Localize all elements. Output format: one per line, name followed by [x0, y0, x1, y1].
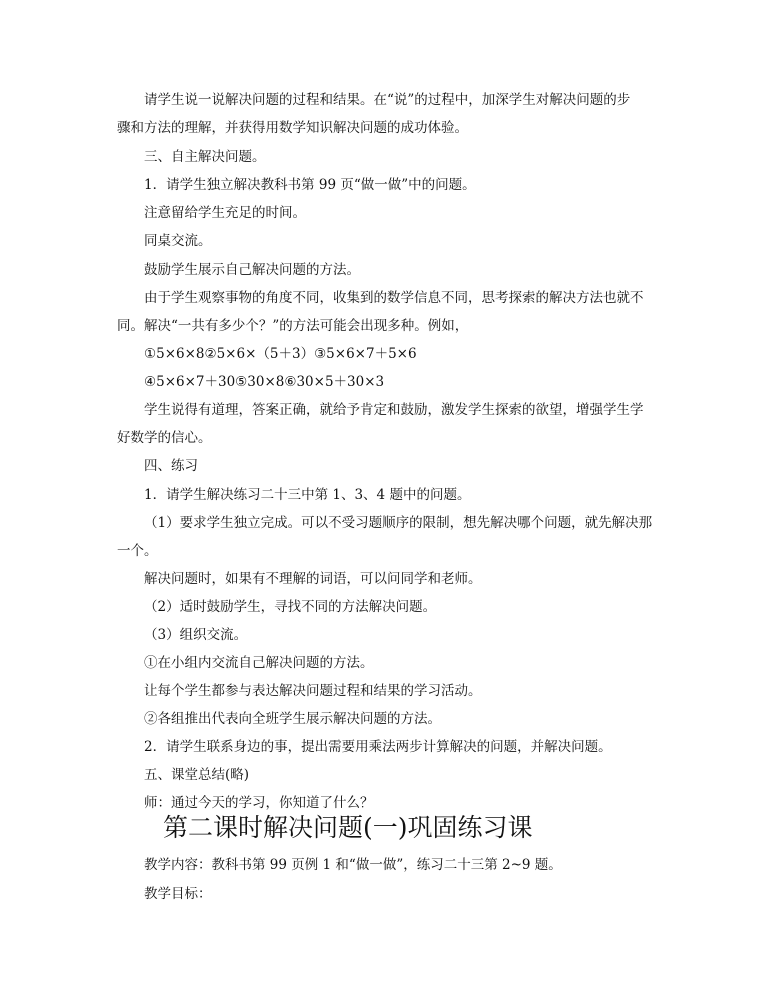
paragraph: 注意留给学生充足的时间。	[144, 205, 306, 221]
paragraph-continuation: 好数学的信心。	[117, 430, 212, 446]
section-heading: 五、课堂总结(略)	[144, 767, 250, 783]
paragraph: 学生说得有道理，答案正确，就给予肯定和鼓励，激发学生探索的欲望，增强学生学	[144, 402, 644, 418]
paragraph-continuation: 同。解决“一共有多少个？”的方法可能会出现多种。例如，	[117, 318, 469, 334]
paragraph: 1．请学生解决练习二十三中第 1、3、4 题中的问题。	[144, 487, 471, 503]
section-heading: 三、自主解决问题。	[144, 149, 266, 165]
paragraph: 鼓励学生展示自己解决问题的方法。	[144, 262, 360, 278]
paragraph: 教学目标：	[144, 886, 212, 902]
paragraph: （3）组织交流。	[144, 627, 248, 643]
paragraph: （1）要求学生独立完成。可以不受习题顺序的限制，想先解决哪个问题，就先解决那	[144, 515, 653, 531]
paragraph: ②各组推出代表向全班学生展示解决问题的方法。	[144, 711, 441, 727]
paragraph-continuation: 一个。	[117, 543, 158, 559]
paragraph-continuation: 骤和方法的理解，并获得用数学知识解决问题的成功体验。	[117, 120, 468, 136]
paragraph: 解决问题时，如果有不理解的词语，可以问同学和老师。	[144, 571, 482, 587]
section-heading: 四、练习	[144, 458, 198, 474]
paragraph: 由于学生观察事物的角度不同，收集到的数学信息不同，思考探索的解决方法也就不	[144, 290, 644, 306]
section-title: 第二课时解决问题(一)巩固练习课	[163, 813, 533, 842]
paragraph: 教学内容：教科书第 99 页例 1 和“做一做”，练习二十三第 2~9 题。	[144, 857, 562, 873]
paragraph: 同桌交流。	[144, 233, 212, 249]
paragraph: 1．请学生独立解决教科书第 99 页“做一做”中的问题。	[144, 177, 476, 193]
paragraph: ①在小组内交流自己解决问题的方法。	[144, 655, 374, 671]
formula-line: ①5×6×8②5×6×（5＋3）③5×6×7＋5×6	[144, 346, 417, 362]
paragraph: 请学生说一说解决问题的过程和结果。在“说”的过程中，加深学生对解决问题的步	[144, 92, 631, 108]
paragraph: 2．请学生联系身边的事，提出需要用乘法两步计算解决的问题，并解决问题。	[144, 739, 612, 755]
paragraph: （2）适时鼓励学生，寻找不同的方法解决问题。	[144, 599, 437, 615]
paragraph: 让每个学生都参与表达解决问题过程和结果的学习活动。	[144, 683, 482, 699]
formula-line: ④5×6×7＋30⑤30×8⑥30×5＋30×3	[144, 374, 385, 390]
paragraph: 师：通过今天的学习，你知道了什么？	[144, 795, 374, 811]
